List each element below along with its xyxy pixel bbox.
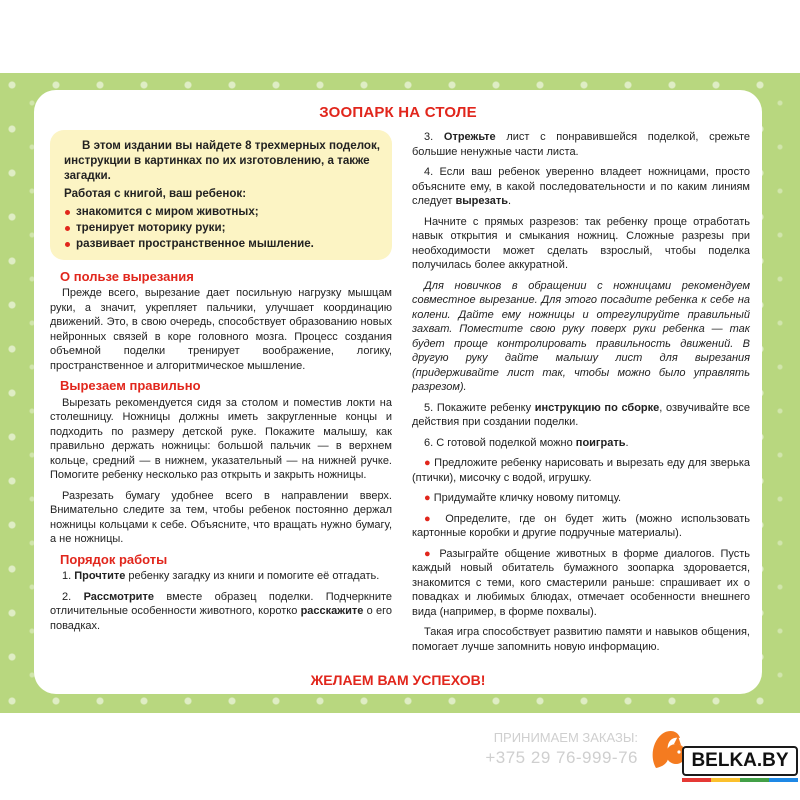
order-step-2 xyxy=(50,590,392,634)
benefit-heading: О пользе вырезания xyxy=(60,268,194,284)
step-bold: инструкцию по сборке xyxy=(534,401,660,414)
bullet-text: Придумайте кличку новому питомцу. xyxy=(433,492,622,504)
play-bullet xyxy=(412,456,750,485)
game-text: Такая игра способствует развитию памяти и навыков общения, помогает лучше запомнить новую информацию. xyxy=(412,626,750,653)
step-bold: поиграть xyxy=(575,436,626,449)
promo-phone[interactable]: +375 29 76-999-76 xyxy=(485,748,638,767)
step-number: 3. xyxy=(424,131,434,143)
begin-text: Начните с прямых разрезов: так ребенку проще отработать навык открытия и смыкания ножниц. Сложные разрезы при необходимости может сделать взрослый, чтобы поделка получилась более аккуратной. xyxy=(412,215,750,271)
bullet-dot: ● xyxy=(424,512,437,525)
correct-paragraph: Вырезать рекомендуется сидя за столом и поместив локти на столешницу. Ножницы должны иметь закругленные концы и подходить по размеру детской руке. Покажите малышу, как правильно держать ножницы: большой пальчик — в верхнем кольце, средний — в нижнем, указательный — на нижней ручке. Помогите ребенку несколько раз открыть и закрыть ножницы. xyxy=(50,396,392,481)
intro-box xyxy=(50,130,392,260)
intro-text: В этом издании вы найдете 8 трехмерных поделок, инструкции в картинках по их изготовлению, а также загадки. xyxy=(64,139,381,182)
step-6 xyxy=(412,436,750,451)
step-bold: Рассмотрите xyxy=(83,590,154,603)
belka-logo[interactable] xyxy=(648,722,798,792)
promo-label: ПРИНИМАЕМ ЗАКАЗЫ: xyxy=(493,730,638,745)
order-promo xyxy=(458,728,638,768)
step-3 xyxy=(412,130,750,159)
step-text: 4. Если ваш ребенок уверенно владеет ножницами, просто объясните ему, в какой последовательности и по каким линиям следует xyxy=(412,166,750,207)
wish-text: ЖЕЛАЕМ ВАМ УСПЕХОВ! xyxy=(310,672,486,688)
intro-lead: Работая с книгой, ваш ребенок: xyxy=(64,187,247,200)
content-card xyxy=(34,90,762,694)
intro-bullet: развивает пространственное мышление. xyxy=(64,236,382,252)
step-text: вместе образец поделки. Подчеркните отличительные особенности животного, коротко xyxy=(50,590,392,617)
step-bold: расскажите xyxy=(300,605,364,617)
bullet-text: Разыграйте общение животных в форме диалогов. Пусть каждый новый обитатель бумажного зоопарка здоровается, знакомится с теми, кого смастерили раньше: спрашивает их о повадках и любимых блюдах, отмечает особенности внешнего вида (например, в форме похвалы). xyxy=(412,547,750,618)
step-5 xyxy=(412,401,750,430)
step-text: лист с понравившейся поделкой, срежьте большие ненужные части листа. xyxy=(412,131,750,158)
step-bold: Прочтите xyxy=(74,570,126,582)
bullet-dot: ● xyxy=(424,492,431,504)
bullet-text: Предложите ребенку нарисовать и вырезать еду для зверька (птички), мисочку с водой, игрушку. xyxy=(412,457,751,484)
intro-bullet: тренирует моторику руки; xyxy=(64,220,382,236)
step-text: 6. С готовой поделкой можно xyxy=(424,436,576,449)
benefit-text: Прежде всего, вырезание дает посильную нагрузку мышцам руки, а значит, укрепляет пальчики, улучшает координацию движений. Это, в свою очередь, способствует образованию новых нейронных связей в коре головного мозга. Процесс создания объемной поделки тренирует воображение, логику, пространственное и алгоритмическое мышление. xyxy=(50,287,392,372)
intro-bullet: знакомится с миром животных; xyxy=(64,204,382,220)
play-bullet xyxy=(412,491,750,506)
bullet-text: Определите, где он будет жить (можно использовать картонные коробки и другие подручные материалы). xyxy=(412,512,750,539)
left-column xyxy=(50,130,392,639)
play-bullet xyxy=(412,512,750,541)
step-text: , озвучивайте все действия при создании поделки. xyxy=(412,401,750,428)
order-heading: Порядок работы xyxy=(60,551,168,567)
correct-heading: Вырезаем правильно xyxy=(60,378,201,393)
novice-text: Для новичков в обращении с ножницами рекомендуем совместное вырезание. Для этого посадите ребенка к себе на колени. Дайте ему ножницы и отрегулируйте правильный захват. Поместите свою руку поверх руки ребенка — так будет проще контролировать правильность движений. В другую руку дайте малышу лист для вырезания (придерживайте лист так, чтобы можно было управлять разрезом). xyxy=(412,279,750,393)
right-column xyxy=(412,130,750,660)
bullet-dot: ● xyxy=(424,457,431,469)
bullet-dot: ● xyxy=(424,547,434,560)
step-text: . xyxy=(508,195,512,207)
order-step-1 xyxy=(50,569,392,584)
step-text: 5. Покажите ребенку xyxy=(424,401,535,414)
logo-stripe xyxy=(682,778,798,782)
logo-text: BELKA.BY xyxy=(682,746,798,776)
step-text: . xyxy=(625,436,629,449)
step-bold: вырезать xyxy=(455,195,509,207)
play-bullet xyxy=(412,547,750,620)
correct-paragraph: Разрезать бумагу удобнее всего в направлении вверх. Внимательно следите за тем, чтобы ребенок постоянно держал ножницы кольцами к себе. Объясните, что вращать нужно бумагу, а не ножницы. xyxy=(50,489,392,545)
page-title: ЗООПАРК НА СТОЛЕ xyxy=(319,104,477,121)
step-text: ребенку загадку из книги и помогите её отгадать. xyxy=(125,570,380,582)
step-number: 1. xyxy=(62,570,72,582)
step-bold: Отрежьте xyxy=(443,131,496,143)
step-number: 2. xyxy=(62,590,72,603)
step-4 xyxy=(412,165,750,209)
step-text: о его повадках. xyxy=(50,605,392,632)
